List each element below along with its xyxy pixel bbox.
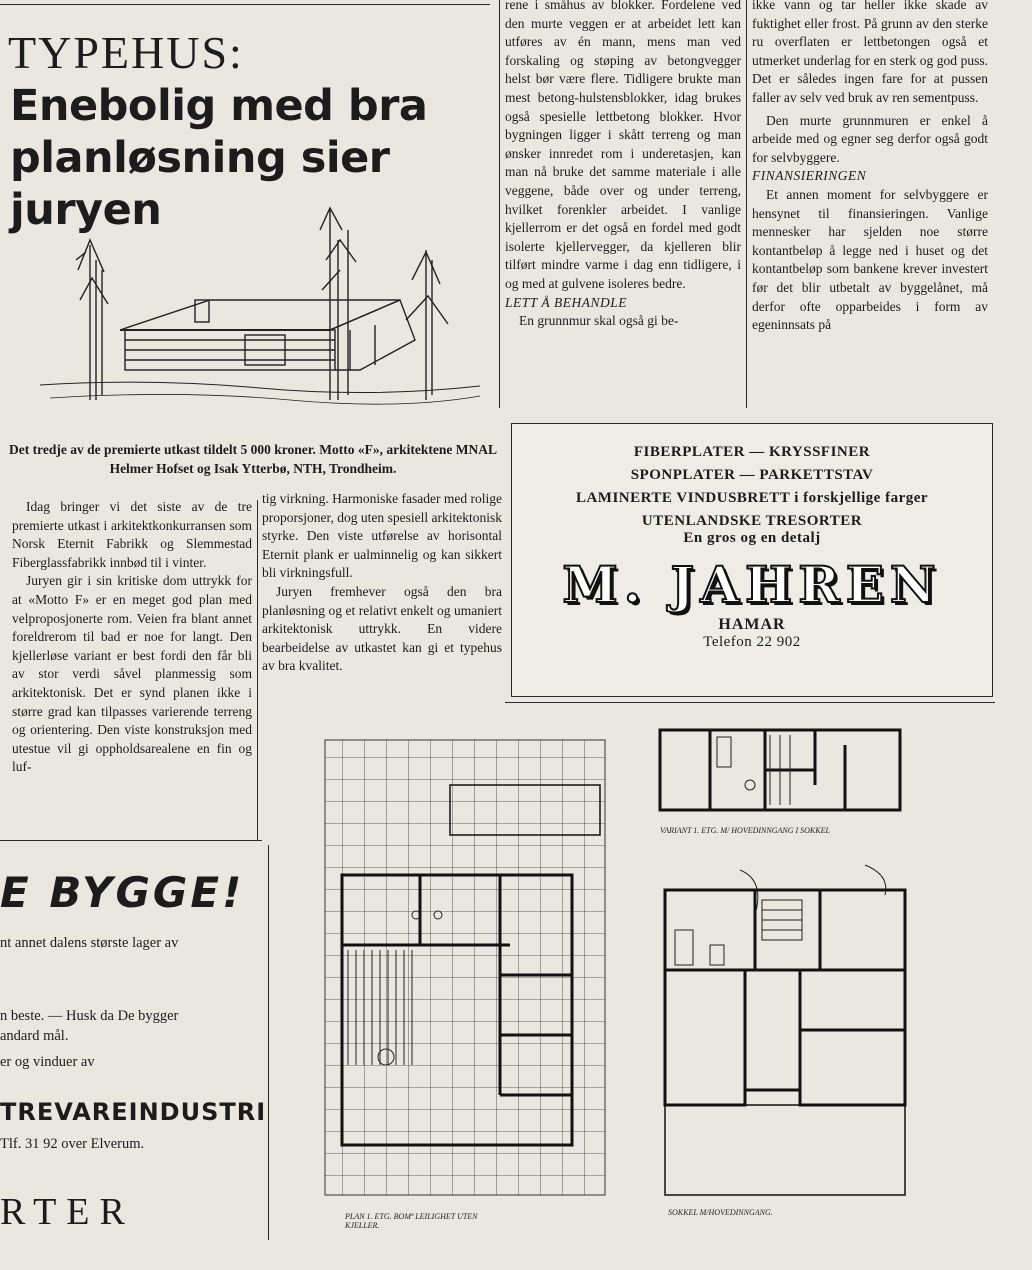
advertisement-jahren: [511, 423, 993, 697]
ad-headline: E BYGGE!: [0, 868, 245, 917]
plan-caption: VARIANT 1. ETG. M/ HOVEDINNGANG I SOKKEL: [660, 826, 830, 835]
floor-plan-variant: [655, 725, 905, 825]
ad-text: andard mål.: [0, 1028, 69, 1044]
ad-city: HAMAR: [718, 616, 786, 633]
article-column-right-1: [505, 0, 741, 331]
paragraph: Den murte grunnmuren er enkel å arbeide med og egner seg derfor også godt for selvbyggere.: [752, 112, 988, 165]
article-column-left: [12, 498, 252, 777]
section-rule: [505, 702, 995, 703]
column-divider: [499, 0, 500, 408]
paragraph: tig virkning. Harmoniske fasader med rolige proporsjoner, dog uten spesiell arkitektonisk styrke. Den viste utførelse av horisontal Eternit plank er ualminnelig og kan sikkert bli virkningsfull.: [262, 491, 502, 581]
column-divider: [268, 845, 269, 1240]
column-divider: [257, 500, 258, 840]
ad-text: nt annet dalens største lager av: [0, 935, 179, 951]
house-illustration: [30, 200, 490, 430]
ad-line: En gros og en detalj: [683, 530, 821, 546]
paragraph: Idag bringer vi det siste av de tre premierte utkast i arkitektkonkurransen som Norsk Eternit Fabrikk og Slemmestad Fiberglassfabrikk innbød til i vinter.: [12, 499, 252, 570]
ad-phone: Telefon 22 902: [703, 634, 801, 650]
ad-line: UTENLANDSKE TRESORTER: [641, 513, 863, 529]
paragraph: ikke vann og tar heller ikke skade av fuktighet eller frost. På grunn av den sterke ru overflaten er lettbetongen også et utmerket underlag for en sterk og god puss. Det er således ingen fare for at pussen faller av selv ved bruk av ren sementpuss.: [752, 0, 988, 105]
ad-phone: Tlf. 31 92 over Elverum.: [0, 1136, 145, 1152]
paragraph: Juryen gir i sin kritiske dom uttrykk for at «Motto F» er en meget god plan med velproposjonerte rom. Veien fra blant annet foreldrerom til bad er noe for langt. Den kjellerløse variant er best fordi den får bli av stor verdi såvel planmessig som arkitektonisk. Det er synd planen ikke i større grad kan tilpasses varierende terreng og orientering. Den viste konstruksjon med utestue vil gi oppholdsarealene en fin og luf-: [12, 573, 252, 775]
paragraph: En grunnmur skal også gi be-: [519, 313, 679, 329]
subheading: FINANSIERINGEN: [752, 168, 867, 184]
column-divider: [746, 0, 747, 408]
ad-line: LAMINERTE VINDUSBRETT i forskjellige farger: [575, 490, 929, 506]
paragraph: Juryen fremhever også den bra planløsning og et relativt enkelt og umaniert arkitektonisk uttrykk. En videre bearbeidelse av utkastet kan gi et typehus av bra kvalitet.: [262, 583, 502, 674]
subheading: LETT Å BEHANDLE: [505, 294, 628, 310]
ad-line: SPONPLATER — PARKETTSTAV: [630, 467, 874, 483]
floor-plan-main: [320, 735, 610, 1200]
plan-caption: SOKKEL M/HOVEDINNGANG.: [668, 1208, 773, 1217]
ad-text: n beste. — Husk da De bygger: [0, 1008, 179, 1024]
ad-text: er og vinduer av: [0, 1054, 95, 1070]
top-rule: [0, 4, 490, 5]
ad-company: TREVAREINDUSTRI: [0, 1098, 267, 1126]
section-rule: [0, 840, 262, 841]
paragraph: Et annen moment for selvbyggere er hensynet til finansieringen. Vanlige mennesker har sjelden noe større kontantbeløp å legge ned i huset og det kontantbeløp som bankene krever investert før det blir utbetalt av byggelånet, må derfor ofte opparbeides i form av egeninnsats på: [752, 186, 988, 333]
headline: Enebolig med bra planløsning sier juryen: [10, 81, 428, 235]
kicker: TYPEHUS:: [8, 27, 244, 78]
floor-plan-sokkel: [660, 860, 930, 1205]
paragraph: rene i småhus av blokker. Fordelene ved den murte veggen er at arbeidet lett kan utføres av én mann, mens man ved forskaling og støping av betongvegger helst bør være flere. Tidligere brukte man mest betong-hulstensblokker, idag brukes også spesielle lettbetong blokker. Hvor bygningen ligger i skått terreng og man ønsker innredet rom i underetasjen, kan man nå bruke det samme materiale i alle veggene, både over og under terreng, hvilket forenkler arbeidet. I vanlige kjellerrom er det også en fordel med godt isolerte kjellervegger, da kjelleren blir tilført mindre varme i dag enn tidligere, i og med at gulvene isoleres bedre.: [505, 0, 741, 291]
article-column-right-2: [752, 0, 988, 335]
image-caption: Det tredje av de premierte utkast tildelt 5 000 kroner. Motto «F», arkitektene MNAL Helmer Hofset og Isak Ytterbø, NTH, Trondheim.: [8, 442, 498, 476]
article-column-middle: [262, 490, 502, 676]
ad-brand: M. JAHREN: [562, 555, 942, 614]
plan-caption: PLAN 1. ETG. BOMª LEILIGHET UTEN KJELLER.: [345, 1212, 478, 1230]
ad-line: FIBERPLATER — KRYSSFINER: [633, 444, 871, 460]
ad-bottom-text: RTER: [0, 1191, 135, 1233]
